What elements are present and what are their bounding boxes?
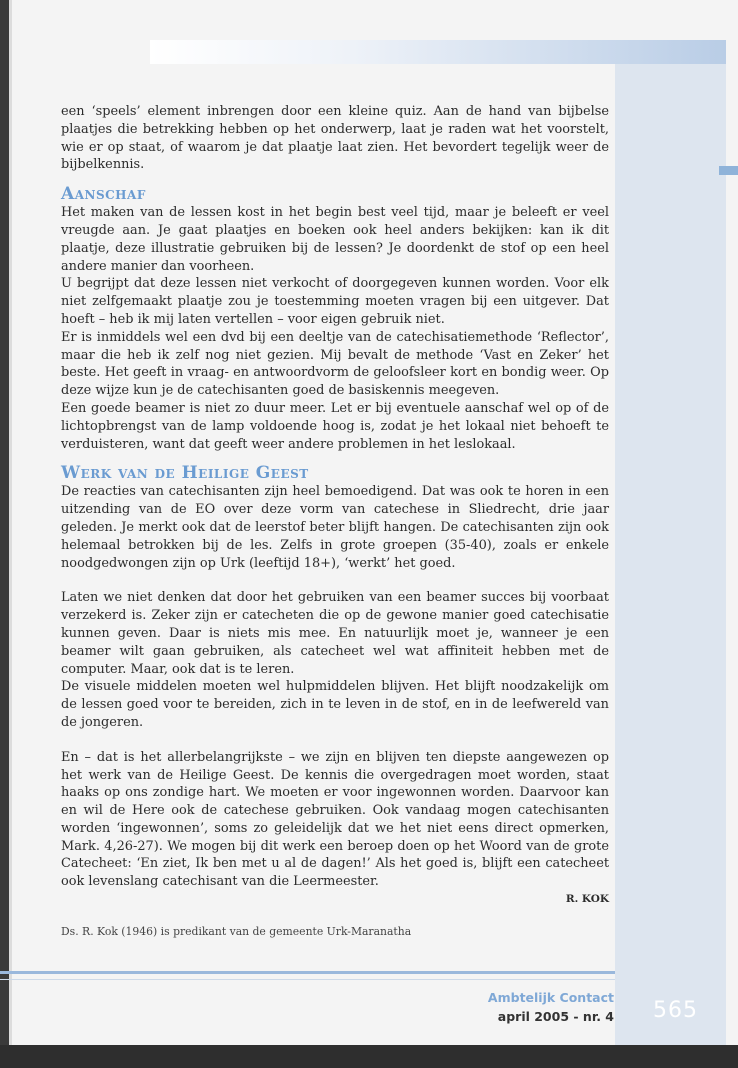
footer bbox=[488, 988, 614, 1026]
paragraph: U begrijpt dat deze lessen niet verkocht of doorgegeven kunnen worden. Voor elk niet zelfgemaakt plaatje zou je toestemming moeten vragen bij een uitgever. Dat hoeft – heb ik mij laten vertellen – voor eigen gebruik niet. bbox=[61, 276, 609, 327]
sidebar-column bbox=[615, 40, 726, 1045]
section-heading-werk-van-de-heilige-geest: Werk van de Heilige Geest bbox=[61, 463, 309, 484]
paragraph: De reacties van catechisanten zijn heel bemoedigend. Dat was ook te horen in een uitzending van de EO over deze vorm van catechese in Sliedrecht, drie jaar geleden. Je merkt ook dat de leerstof beter blijft hangen. De catechisanten zijn ook helemaal betrokken bij de les. Zelfs in grote groepen (35-40), zoals er enkele noodgedwongen zijn op Urk (leeftijd 18+), ‘werkt’ het goed. bbox=[61, 484, 609, 571]
page-bottom-edge bbox=[0, 1045, 738, 1068]
paragraph: En – dat is het allerbelangrijkste – we zijn en blijven ten diepste aangewezen op het werk van de Heilige Geest. De kennis die overgedragen moet worden, staat haaks op ons zondige hart. We moeten er voor ingewonnen worden. Daarvoor kan en wil de Here ook de catechese gebruiken. Ook vandaag mogen catechisanten worden ‘ingewonnen’, soms zo geleidelijk dat we het niet eens direct opmerken, Mark. 4,26-27). We mogen bij dit werk een beroep doen op het Woord van de grote Catecheet: ‘En ziet, Ik ben met u al de dagen!’ Als het goed is, blijft een catecheet ook levenslang catechisant van die Leermeester. bbox=[61, 749, 609, 890]
header-band bbox=[150, 40, 726, 64]
issue-info: april 2005 - nr. 4 bbox=[497, 1009, 614, 1024]
binding-shadow bbox=[9, 0, 12, 1068]
paragraph: De visuele middelen moeten wel hulpmiddelen blijven. Het blijft noodzakelijk om de lessen goed voor te bereiden, zich in te leven in de stof, en in de leefwereld van de jongeren. bbox=[61, 679, 609, 730]
author-bio: Ds. R. Kok (1946) is predikant van de gemeente Urk-Maranatha bbox=[61, 925, 412, 939]
paragraph: Het maken van de lessen kost in het begin best veel tijd, maar je beleeft er veel vreugde aan. Je gaat plaatjes en boeken ook heel anders bekijken: kan ik dit plaatje, deze illustratie gebruiken bij de lessen? Je doordenkt de stof op een heel andere manier dan voorheen. bbox=[61, 205, 609, 274]
paragraph: Een goede beamer is niet zo duur meer. Let er bij eventuele aanschaf wel op of de lichtopbrengst van de lamp voldoende hoog is, zodat je het lokaal niet behoeft te verduisteren, want dat geeft weer andere problemen in het leslokaal. bbox=[61, 400, 609, 452]
magazine-title: Ambtelijk Contact bbox=[487, 990, 614, 1005]
section-heading-aanschaf: Aanschaf bbox=[61, 184, 146, 205]
footer-rule-thin bbox=[0, 979, 615, 980]
page-number: 565 bbox=[653, 998, 698, 1023]
article-body bbox=[61, 103, 609, 938]
binding-edge bbox=[0, 0, 9, 1068]
paragraph: Laten we niet denken dat door het gebruiken van een beamer succes bij voorbaat verzekerd is. Zeker zijn er catecheten die op de gewone manier goed catechisatie kunnen geven. Daar is niets mis mee. En natuurlijk moet je, wanneer je een beamer wilt gaan gebruiken, als catecheet wel wat affiniteit hebben met de computer. Maar, ook dat is te leren. bbox=[61, 590, 609, 677]
paragraph: Er is inmiddels wel een dvd bij een deeltje van de catechisatiemethode ‘Reflector’, maar die heb ik zelf nog niet gezien. Mij bevalt de methode ‘Vast en Zeker’ het beste. Het geeft in vraag- en antwoordvorm de geloofsleer kort en bondig weer. Op deze wijze kun je de catechisanten goed de basiskennis meegeven. bbox=[61, 329, 609, 399]
author-signature: R. KOK bbox=[565, 893, 609, 906]
sidebar-tab-marker bbox=[719, 166, 738, 175]
intro-paragraph: een ‘speels’ element inbrengen door een kleine quiz. Aan de hand van bijbelse plaatjes die betrekking hebben op het onderwerp, laat je raden wat het voorstelt, wie er op staat, of waarom je dat plaatje laat zien. Het bevordert tegelijk weer de bijbelkennis. bbox=[61, 104, 609, 173]
footer-rule bbox=[0, 971, 615, 974]
